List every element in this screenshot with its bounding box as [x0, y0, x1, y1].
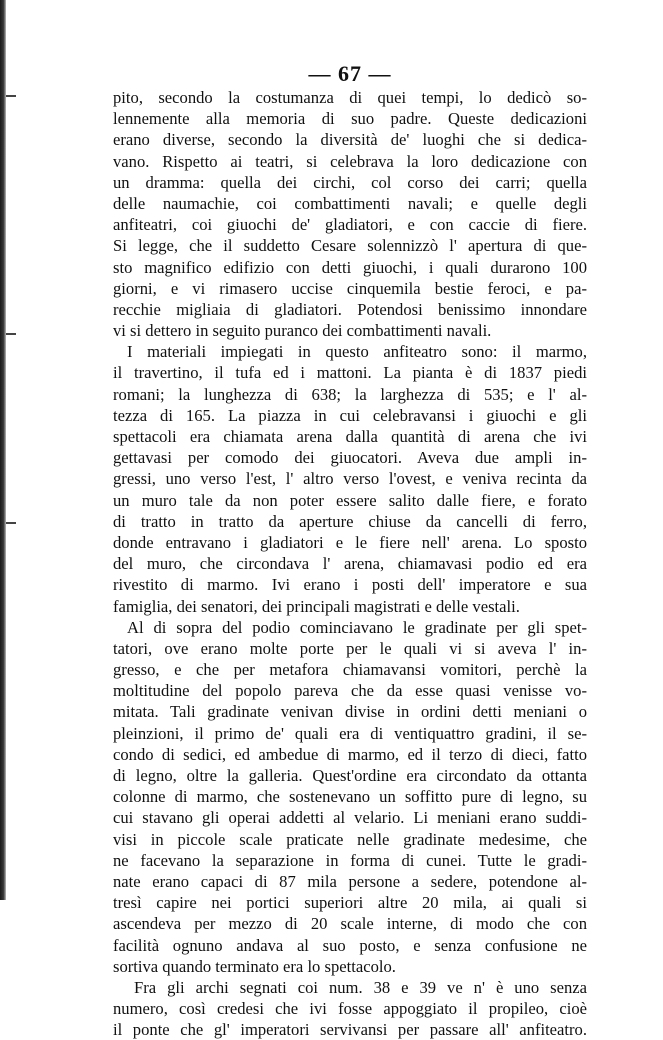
text-line: vano. Rispetto ai teatri, si celebrava la loro dedicazione con — [113, 151, 587, 171]
book-page — [113, 62, 587, 1040]
text-line: rivestito di marmo. Ivi erano i posti dell' imperatore e sua — [113, 575, 587, 595]
text-line: tresì capire nei portici superiori altre 20 mila, ai quali si — [113, 893, 587, 913]
page-number: — 67 — — [308, 61, 392, 86]
text-line: gresso, e che per metafora chiamavansi vomitori, perchè la — [113, 660, 587, 680]
spine-mark — [6, 95, 16, 97]
text-line: gressi, uno verso l'est, l' altro verso l'ovest, e veniva recinta da — [113, 469, 587, 489]
text-line: sortiva quando terminato era lo spettacolo. — [113, 956, 396, 976]
text-line: un dramma: quella dei circhi, col corso dei carri; quella — [113, 172, 587, 192]
text-line: anfiteatri, coi giuochi de' gladiatori, e con caccie di fiere. — [113, 215, 587, 235]
text-line: Si legge, che il suddetto Cesare solennizzò l' apertura di que- — [113, 236, 587, 256]
text-line: vi si dettero in seguito puranco dei combattimenti navali. — [113, 321, 492, 341]
text-line: nate erano capaci di 87 mila persone a sedere, potendone al- — [113, 871, 587, 891]
text-line: pito, secondo la costumanza di quei tempi, lo dedicò so- — [113, 88, 587, 107]
text-line: I materiali impiegati in questo anfiteatro sono: il marmo, — [127, 342, 587, 362]
text-line: ne facevano la separazione in forma di cunei. Tutte le gradi- — [113, 850, 587, 870]
text-line: giorni, e vi rimasero uccise cinquemila bestie feroci, e pa- — [113, 278, 587, 298]
book-spine-edge — [0, 0, 6, 900]
text-line: numero, così credesi che ivi fosse appoggiato il propileo, cioè — [113, 999, 587, 1019]
text-line: visi in piccole scale praticate nelle gradinate medesime, che — [113, 829, 587, 849]
text-line: di tratto in tratto da aperture chiuse da cancelli di ferro, — [113, 511, 587, 531]
text-line: condo di sedici, ed ambedue di marmo, ed il terzo di dieci, fatto — [113, 744, 587, 764]
text-line: ascendeva per mezzo di 20 scale interne, di modo che con — [113, 914, 587, 934]
text-line: gettavasi per comodo dei giuocatori. Aveva due ampli in- — [113, 448, 587, 468]
text-line: facilità ognuno andava al suo posto, e senza confusione ne — [113, 935, 587, 955]
text-line: spettacoli era chiamata arena dalla quantità di arena che ivi — [113, 427, 587, 446]
text-line: un muro tale da non poter essere salito dalle fiere, e forato — [113, 490, 587, 510]
text-line: cui stavano gli operai addetti al velario. Li meniani erano suddi- — [113, 808, 587, 828]
text-line: lennemente alla memoria di suo padre. Queste dedicazioni — [113, 109, 587, 129]
text-line: Al di sopra del podio cominciavano le gradinate per gli spet- — [127, 617, 587, 637]
text-line: recchie migliaia di gladiatori. Potendosi benissimo innondare — [113, 299, 587, 319]
text-line: Fra gli archi segnati coi num. 38 e 39 ve n' è uno senza — [134, 977, 587, 997]
spine-mark — [6, 522, 16, 524]
text-line: del muro, che circondava l' arena, chiamavasi podio ed era — [113, 554, 587, 574]
text-line: pleinzioni, il primo de' quali era di ventiquattro gradini, il se- — [113, 723, 587, 743]
text-line: il travertino, il tufa ed i mattoni. La pianta è di 1837 piedi — [113, 363, 587, 383]
body-text — [113, 87, 587, 1040]
text-line: sto magnifico edifizio con detti giuochi, i quali durarono 100 — [113, 257, 587, 277]
text-line: tatori, ove erano molte porte per le quali vi si aveva l' in- — [113, 638, 587, 658]
text-line: tezza di 165. La piazza in cui celebravansi i giuochi e gli — [113, 405, 587, 425]
text-line: moltitudine del popolo pareva che da esse quasi venisse vo- — [113, 681, 587, 701]
spine-mark — [6, 333, 16, 335]
text-line: delle naumachie, coi combattimenti navali; e quelle degli — [113, 193, 587, 213]
text-line: famiglia, dei senatori, dei principali magistrati e delle vestali. — [113, 596, 520, 616]
text-line: donde entravano i gladiatori e le fiere nell' arena. Lo sposto — [113, 532, 587, 552]
text-line: mitata. Tali gradinate venivan divise in ordini detti meniani o — [113, 702, 587, 722]
text-line: colonne di marmo, che sostenevano un soffitto pure di legno, su — [113, 787, 587, 807]
text-line: erano diverse, secondo la diversità de' luoghi che si dedica- — [113, 130, 587, 150]
text-line: il ponte che gl' imperatori servivansi per passare all' anfiteatro. — [113, 1020, 587, 1040]
text-line: romani; la lunghezza di 638; la larghezza di 535; e l' al- — [113, 384, 587, 404]
text-line: di legno, oltre la galleria. Quest'ordine era circondato da ottanta — [113, 766, 587, 785]
